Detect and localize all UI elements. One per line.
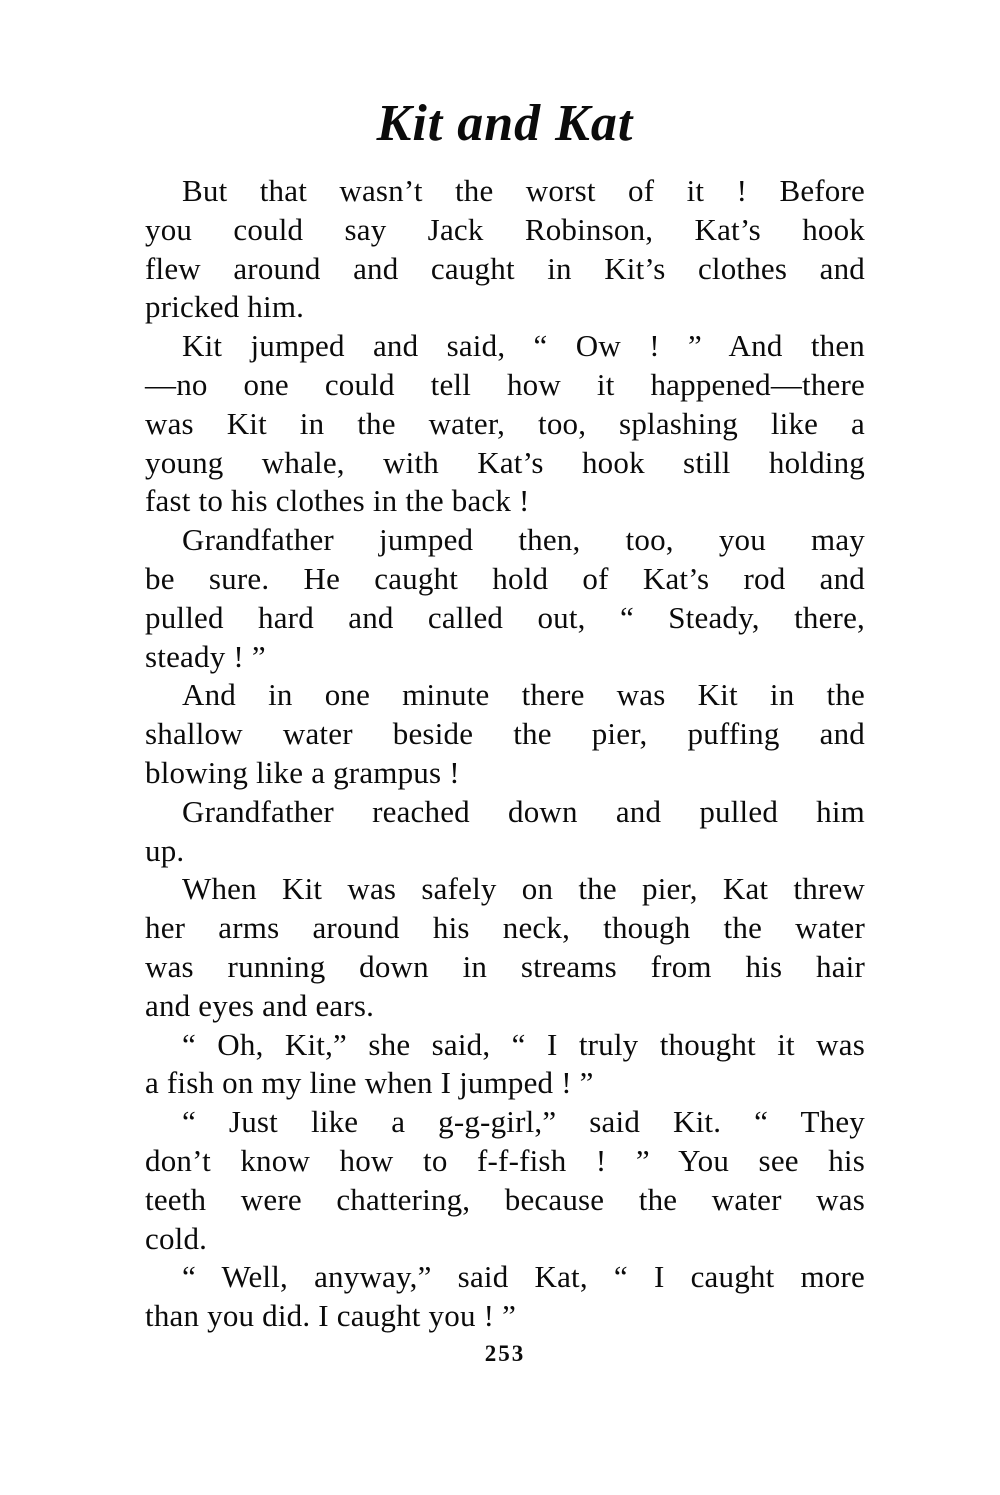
text-line: blowing like a grampus ! (145, 754, 460, 790)
text-column (145, 92, 865, 1336)
text-line: and eyes and ears. (145, 987, 375, 1023)
text-line: Grandfather jumped then, too, you may (182, 522, 865, 558)
text-line: up. (145, 832, 185, 868)
page-number: 253 (484, 1341, 526, 1366)
text-line: “ Well, anyway,” said Kat, “ I caught more (182, 1259, 865, 1295)
text-line: “ Just like a g-g-girl,” said Kit. “ They (182, 1104, 865, 1140)
text-line: pricked him. (145, 289, 305, 325)
text-line: “ Oh, Kit,” she said, “ I truly thought it was (182, 1026, 865, 1062)
text-line: than you did. I caught you ! ” (145, 1298, 517, 1334)
text-line: steady ! ” (145, 638, 266, 674)
text-line: pulled hard and called out, “ Steady, there, (145, 599, 865, 635)
text-line: don’t know how to f-f-fish ! ” You see his (145, 1142, 865, 1178)
text-line: young whale, with Kat’s hook still holding (145, 444, 865, 480)
text-line: fast to his clothes in the back ! (145, 483, 530, 519)
text-line: shallow water beside the pier, puffing and (145, 716, 865, 752)
text-line: cold. (145, 1220, 208, 1256)
page-title: Kit and Kat (376, 95, 634, 152)
text-line: was Kit in the water, too, splashing like a (145, 405, 865, 441)
text-line: her arms around his neck, though the water (145, 910, 865, 946)
text-line: Kit jumped and said, “ Ow ! ” And then (182, 328, 865, 364)
page-body (145, 172, 865, 1336)
text-line: flew around and caught in Kit’s clothes and (145, 250, 865, 286)
text-line: But that wasn’t the worst of it ! Before (182, 173, 865, 208)
text-line: was running down in streams from his hair (145, 948, 865, 984)
text-line: And in one minute there was Kit in the (182, 677, 865, 713)
text-line: teeth were chattering, because the water was (145, 1181, 865, 1217)
text-line: be sure. He caught hold of Kat’s rod and (145, 560, 865, 596)
text-line: When Kit was safely on the pier, Kat threw (182, 871, 865, 907)
text-line: a fish on my line when I jumped ! ” (145, 1065, 594, 1101)
text-line: Grandfather reached down and pulled him (182, 793, 865, 829)
text-line: —no one could tell how it happened—there (145, 366, 865, 402)
text-line: you could say Jack Robinson, Kat’s hook (145, 211, 865, 247)
